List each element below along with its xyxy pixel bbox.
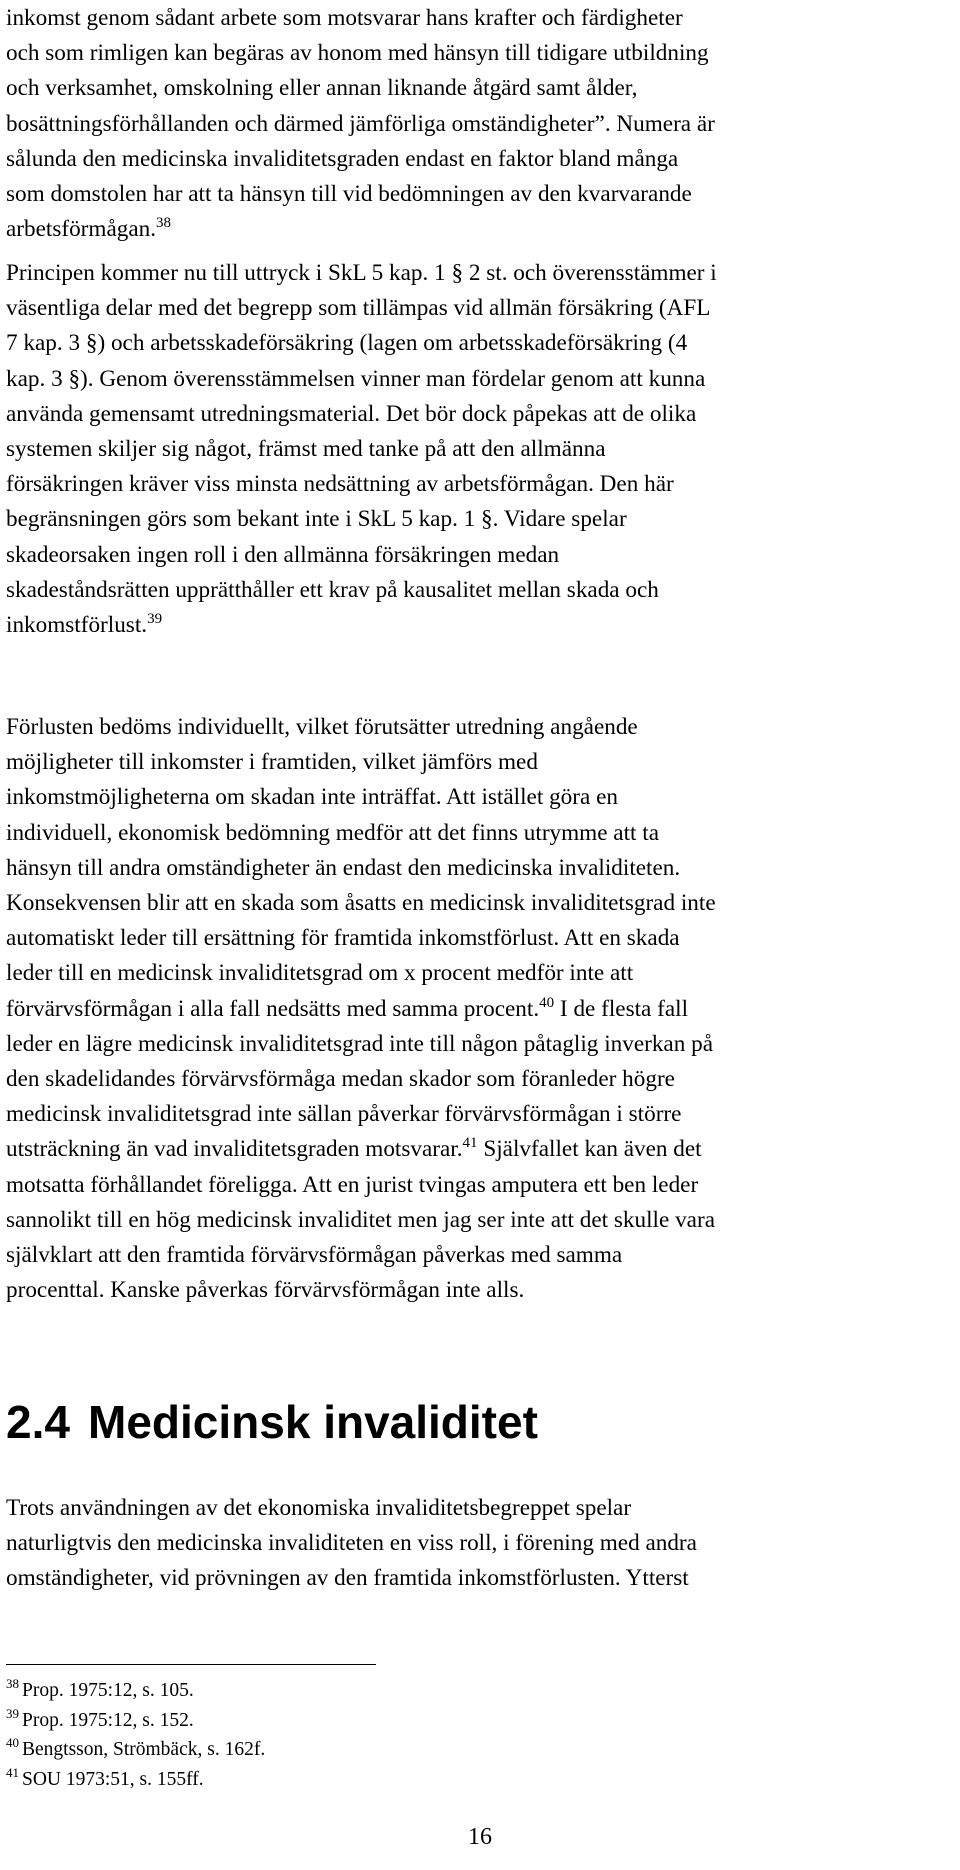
footnote-text: Bengtsson, Strömbäck, s. 162f. [22, 1739, 266, 1761]
footnote-number: 39 [6, 1705, 19, 1721]
text-line: leder en lägre medicinsk invaliditetsgrad inte till någon påtaglig inverkan på [6, 1030, 713, 1057]
footnote [6, 1676, 265, 1706]
text-segment: I de flesta fall [554, 995, 689, 1022]
text-line: kap. 3 §). Genom överensstämmelsen vinner man fördelar genom att kunna [6, 365, 706, 392]
body-paragraph [6, 1491, 954, 1597]
text-line: självklart att den framtida förvärvsförmågan påverkas med samma [6, 1242, 623, 1269]
page-number: 16 [468, 1824, 492, 1850]
text-line: möjligheter till inkomster i framtiden, vilket jämförs med [6, 749, 538, 776]
footnote-reference: 40 [539, 994, 555, 1011]
section-number: 2.4 [6, 1396, 70, 1448]
section-heading [6, 1394, 538, 1450]
text-line: och som rimligen kan begäras av honom med hänsyn till tidigare utbildning [6, 40, 709, 67]
text-line [6, 212, 954, 247]
text-line: använda gemensamt utredningsmaterial. Det bör dock påpekas att de olika [6, 400, 697, 427]
text-segment: förvärvsförmågan i alla fall nedsätts med samma procent. [6, 995, 540, 1022]
text-line: skadeorsaken ingen roll i den allmänna försäkringen medan [6, 541, 560, 568]
footnote-text: Prop. 1975:12, s. 105. [22, 1680, 194, 1701]
text-line: motsatta förhållandet föreligga. Att en jurist tvingas amputera ett ben leder [6, 1171, 699, 1198]
text-line: Konsekvensen blir att en skada som åsatts en medicinsk invaliditetsgrad inte [6, 890, 716, 917]
text-line: individuell, ekonomisk bedömning medför att det finns utrymme att ta [6, 819, 659, 846]
footnote-number: 40 [6, 1735, 19, 1751]
text-line: inkomstmöjligheterna om skadan inte inträffat. Att istället göra en [6, 784, 618, 811]
text-line: leder till en medicinsk invaliditetsgrad om x procent medför inte att [6, 960, 634, 987]
text-line: omständigheter, vid prövningen av den framtida inkomstförlusten. Ytterst [6, 1565, 689, 1592]
text-line: naturligtvis den medicinska invaliditeten en viss roll, i förening med andra [6, 1530, 697, 1557]
text-line: försäkringen kräver viss minsta nedsättning av arbetsförmågan. Den här [6, 471, 674, 498]
text-segment: inkomstförlust. [6, 612, 148, 639]
text-line: sannolikt till en hög medicinsk invaliditet men jag ser inte att det skulle vara [6, 1206, 715, 1233]
footnote-text: Prop. 1975:12, s. 152. [22, 1709, 194, 1731]
text-segment: Självfallet kan även det [477, 1136, 702, 1163]
text-line: Principen kommer nu till uttryck i SkL 5 kap. 1 § 2 st. och överensstämmer i [6, 260, 717, 286]
text-line: skadeståndsrätten upprätthåller ett krav på kausalitet mellan skada och [6, 576, 659, 603]
text-line: 7 kap. 3 §) och arbetsskadeförsäkring (lagen om arbetsskadeförsäkring (4 [6, 330, 688, 357]
text-line [6, 608, 954, 643]
text-line: bosättningsförhållanden och därmed jämförliga omständigheter”. Numera är [6, 110, 715, 137]
text-line [6, 1132, 954, 1167]
text-segment: utsträckning än vad invaliditetsgraden motsvarar. [6, 1136, 463, 1163]
footnote-reference: 39 [147, 611, 163, 628]
text-line: automatiskt leder till ersättning för framtida inkomstförlust. Att en skada [6, 925, 680, 952]
footnotes [6, 1676, 265, 1794]
text-line [6, 992, 954, 1027]
text-line: medicinsk invaliditetsgrad inte sällan påverkar förvärvsförmågan i större [6, 1101, 682, 1128]
footnote-separator [6, 1664, 376, 1665]
text-segment: arbetsförmågan. [6, 216, 157, 243]
footnote-number: 41 [6, 1764, 19, 1780]
text-line: systemen skiljer sig något, främst med tanke på att den allmänna [6, 436, 606, 463]
text-line: sålunda den medicinska invaliditetsgraden endast en faktor bland många [6, 145, 679, 172]
text-line: hänsyn till andra omständigheter än endast den medicinska invaliditeten. [6, 854, 681, 881]
text-line: Trots användningen av det ekonomiska invaliditetsbegreppet spelar [6, 1495, 632, 1521]
text-line: Förlusten bedöms individuellt, vilket förutsätter utredning angående [6, 714, 638, 740]
footnote-reference: 38 [156, 215, 172, 232]
text-line: och verksamhet, omskolning eller annan liknande åtgärd samt ålder, [6, 75, 638, 102]
section-title: Medicinsk invaliditet [88, 1396, 538, 1448]
footnote-reference: 41 [462, 1135, 478, 1152]
text-line: procenttal. Kanske påverkas förvärvsförmågan inte alls. [6, 1277, 525, 1304]
text-line: som domstolen har att ta hänsyn till vid bedömningen av den kvarvarande [6, 181, 692, 208]
text-line: inkomst genom sådant arbete som motsvarar hans krafter och färdigheter [6, 5, 683, 31]
footnote-number: 38 [6, 1676, 19, 1691]
text-line: begränsningen görs som bekant inte i SkL 5 kap. 1 §. Vidare spelar [6, 506, 627, 533]
body-paragraph [6, 256, 954, 643]
body-paragraph [6, 710, 954, 1308]
footnote [6, 1706, 265, 1736]
body-paragraph [6, 1, 954, 247]
footnote-text: SOU 1973:51, s. 155ff. [22, 1768, 204, 1790]
text-line: den skadelidandes förvärvsförmåga medan skador som föranleder högre [6, 1066, 675, 1093]
footnote [6, 1735, 265, 1765]
text-line: väsentliga delar med det begrepp som tillämpas vid allmän försäkring (AFL [6, 295, 711, 322]
footnote [6, 1765, 265, 1795]
